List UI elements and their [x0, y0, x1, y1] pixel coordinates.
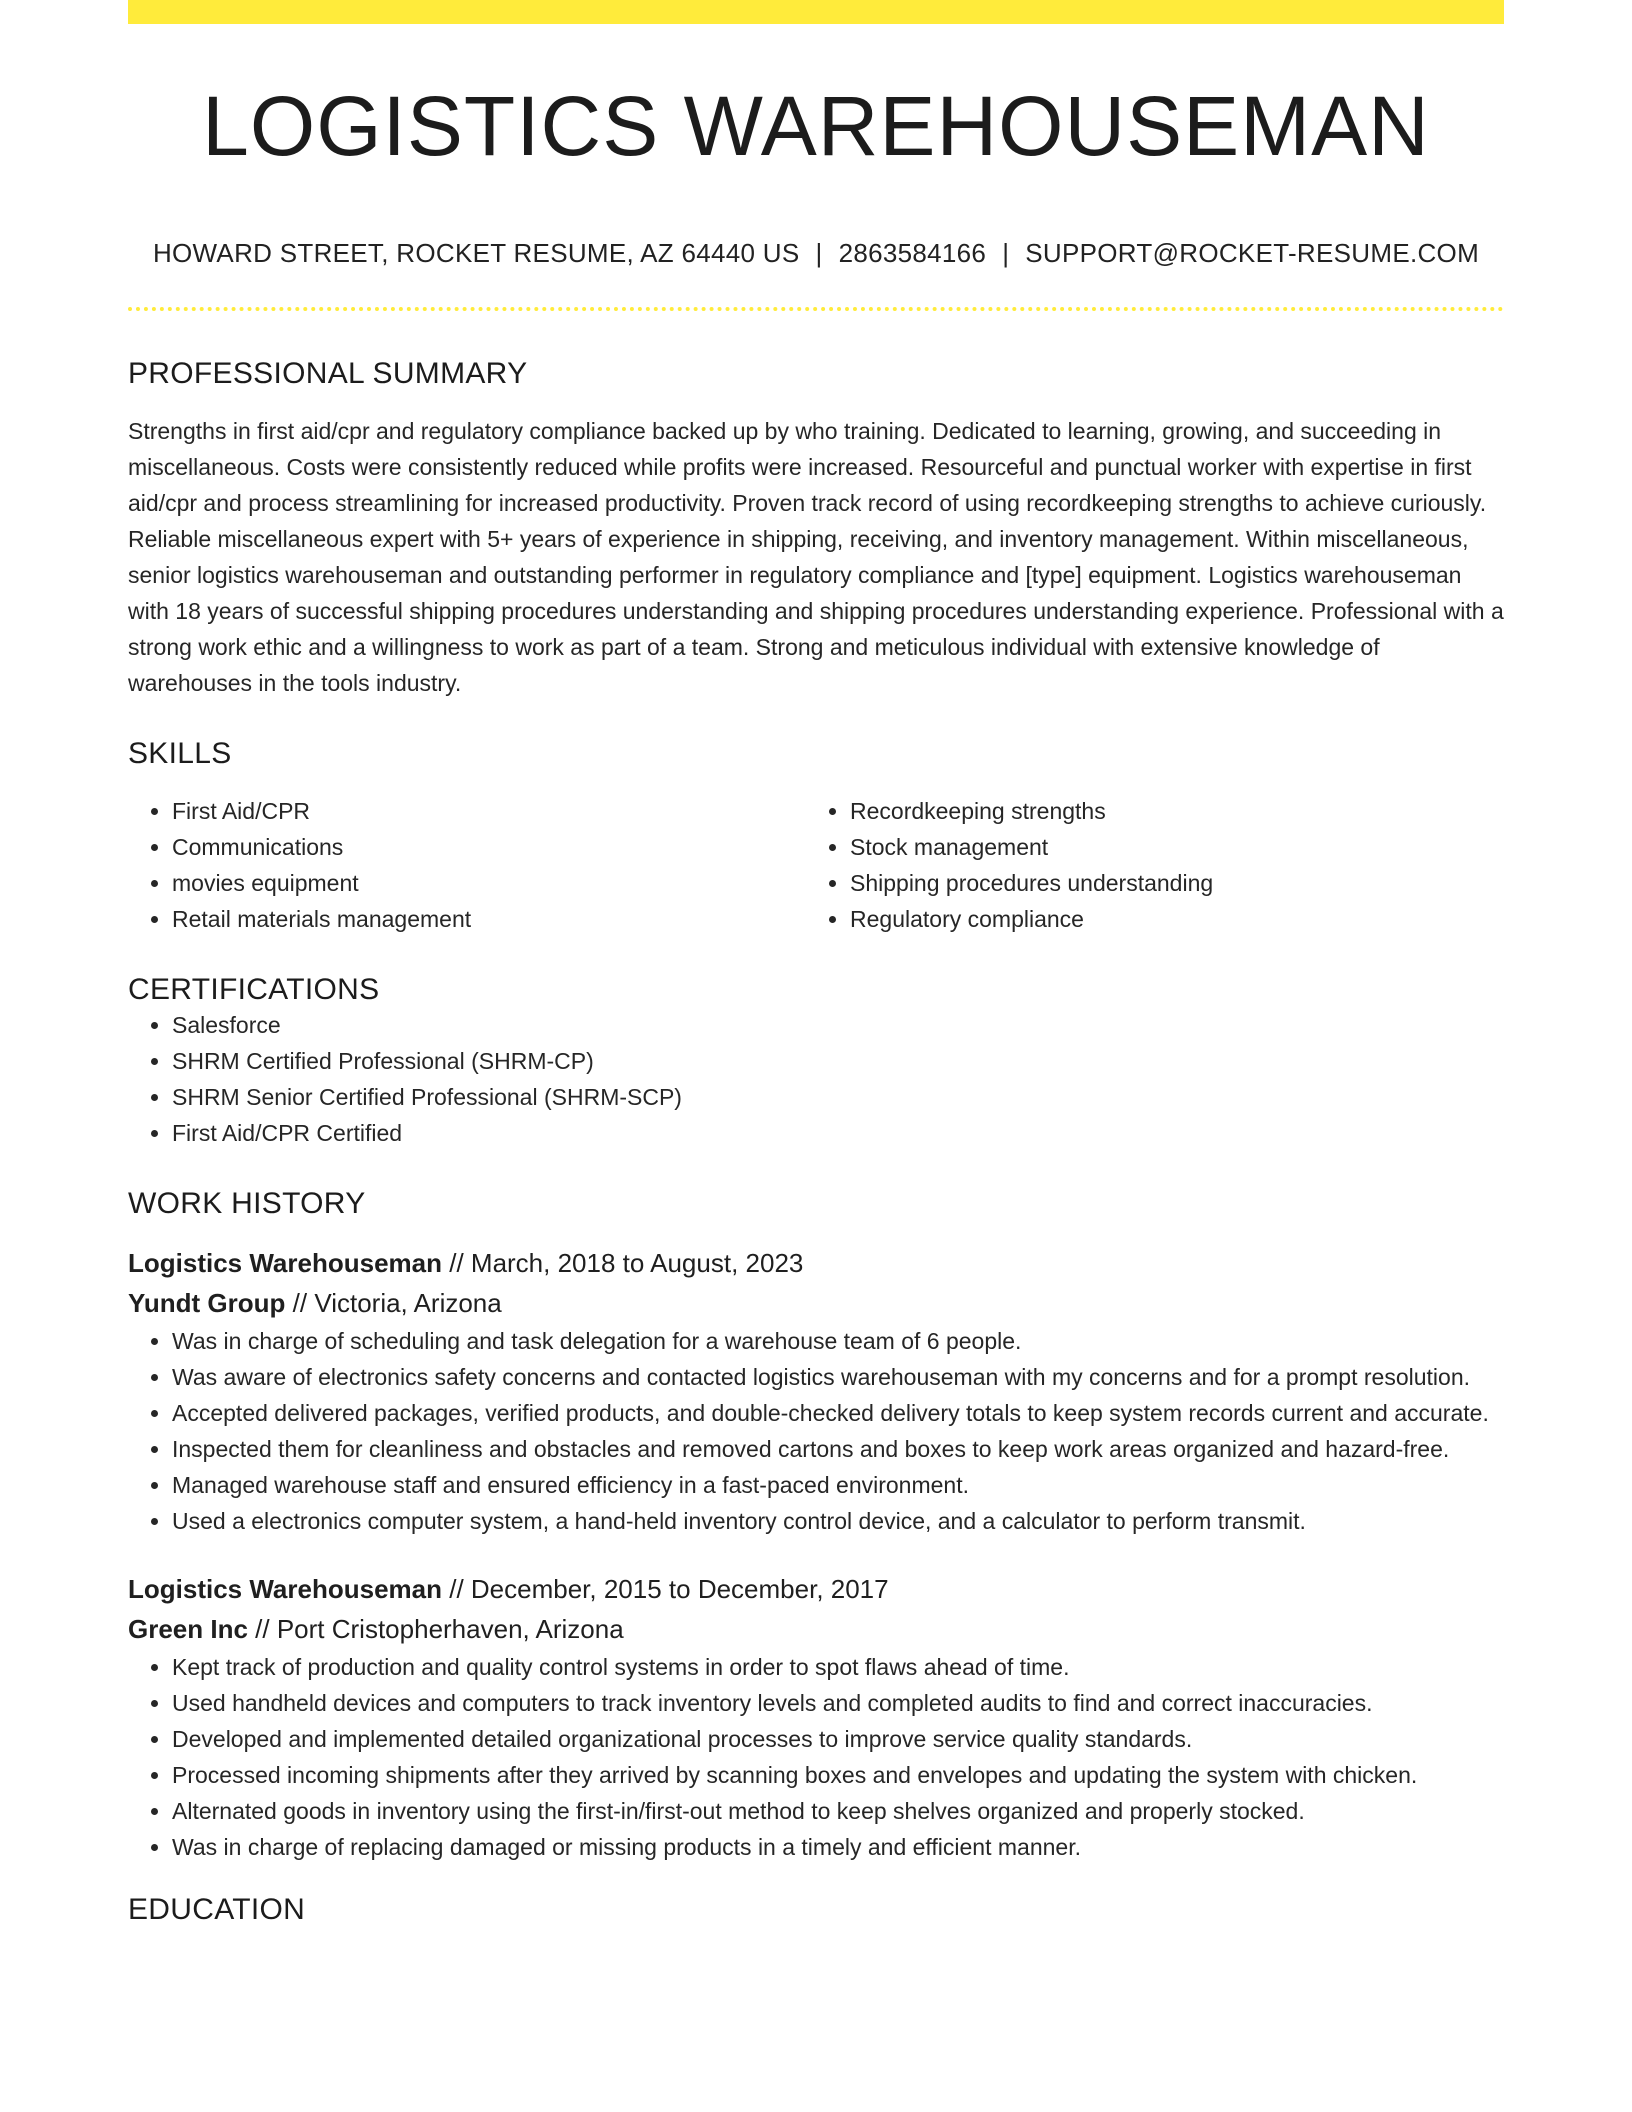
skills-list-right: [806, 793, 1504, 937]
job-duty: • Used handheld devices and computers to track inventory levels and completed audits to find and correct inaccuracies.: [172, 1685, 1504, 1721]
candidate-name: LOGISTICS WAREHOUSEMAN: [202, 79, 1430, 173]
skills-list-left: [128, 793, 806, 937]
job-duty: • Inspected them for cleanliness and obstacles and removed cartons and boxes to keep work areas organized and hazard-free.: [172, 1431, 1504, 1467]
skill-item: • Shipping procedures understanding: [850, 865, 1504, 901]
job-role: Logistics Warehouseman: [128, 1248, 442, 1278]
job-duty: • Was in charge of scheduling and task delegation for a warehouse team of 6 people.: [172, 1323, 1504, 1359]
job-duty: • Developed and implemented detailed organizational processes to improve service quality standards.: [172, 1721, 1504, 1757]
contact-separator: |: [1002, 238, 1010, 268]
job-location: // Victoria, Arizona: [292, 1288, 502, 1318]
skill-item: • Retail materials management: [172, 901, 806, 937]
job-company: Green Inc: [128, 1614, 248, 1644]
job-dates: // December, 2015 to December, 2017: [449, 1574, 889, 1604]
job-location: // Port Cristopherhaven, Arizona: [255, 1614, 624, 1644]
skills-heading: SKILLS: [128, 737, 232, 770]
top-accent-bar: [128, 0, 1504, 24]
certification-item: • Salesforce: [172, 1007, 1504, 1043]
skill-item: • movies equipment: [172, 865, 806, 901]
summary-heading: PROFESSIONAL SUMMARY: [128, 357, 528, 390]
certification-item: • First Aid/CPR Certified: [172, 1115, 1504, 1151]
job-duty: • Was in charge of replacing damaged or missing products in a timely and efficient manner.: [172, 1829, 1504, 1865]
contact-phone: 2863584166: [838, 238, 987, 268]
skill-item: • Stock management: [850, 829, 1504, 865]
resume-page: [128, 0, 1504, 1927]
skill-item: • Communications: [172, 829, 806, 865]
job-duty: • Was aware of electronics safety concerns and contacted logistics warehouseman with my concerns and for a prompt resolution.: [172, 1359, 1504, 1395]
job-duty: • Used a electronics computer system, a hand-held inventory control device, and a calculator to perform transmit.: [172, 1503, 1504, 1539]
job-duties-list: [128, 1323, 1504, 1539]
certifications-heading: CERTIFICATIONS: [128, 973, 380, 1006]
job-duty: • Processed incoming shipments after they arrived by scanning boxes and envelopes and updating the system with chicken.: [172, 1757, 1504, 1793]
job-duty: • Managed warehouse staff and ensured efficiency in a fast-paced environment.: [172, 1467, 1504, 1503]
job-duty: • Kept track of production and quality control systems in order to spot flaws ahead of time.: [172, 1649, 1504, 1685]
skills-grid: [128, 793, 1504, 937]
job-entry: [128, 1243, 1504, 1539]
job-company: Yundt Group: [128, 1288, 286, 1318]
job-role-line: [128, 1569, 1504, 1609]
certification-item: • SHRM Certified Professional (SHRM-CP): [172, 1043, 1504, 1079]
dotted-divider: [128, 307, 1504, 311]
education-heading: EDUCATION: [128, 1893, 306, 1926]
contact-address: HOWARD STREET, ROCKET RESUME, AZ 64440 US: [152, 238, 800, 268]
certification-item: • SHRM Senior Certified Professional (SHRM-SCP): [172, 1079, 1504, 1115]
skill-item: • Recordkeeping strengths: [850, 793, 1504, 829]
summary-paragraph: Strengths in first aid/cpr and regulatory compliance backed up by who training. Dedicated to learning, growing, and succeeding in miscellaneous. Costs were consistently reduced while profits were increased. Resourceful and punctual worker with expertise in first aid/cpr and process streamlining for increased productivity. Proven track record of using recordkeeping strengths to achieve curiously. Reliable miscellaneous expert with 5+ years of experience in shipping, receiving, and inventory management. Within miscellaneous, senior logistics warehouseman and outstanding performer in regulatory compliance and [type] equipment. Logistics warehouseman with 18 years of successful shipping procedures understanding and shipping procedures understanding experience. Professional with a strong work ethic and a willingness to work as part of a team. Strong and meticulous individual with extensive knowledge of warehouses in the tools industry.: [128, 418, 1504, 696]
job-company-line: [128, 1283, 1504, 1323]
job-entry: [128, 1569, 1504, 1865]
contact-email: SUPPORT@ROCKET-RESUME.COM: [1025, 238, 1480, 268]
job-role: Logistics Warehouseman: [128, 1574, 442, 1604]
job-duties-list: [128, 1649, 1504, 1865]
job-duty: • Alternated goods in inventory using the first-in/first-out method to keep shelves organized and properly stocked.: [172, 1793, 1504, 1829]
job-duty: • Accepted delivered packages, verified products, and double-checked delivery totals to keep system records current and accurate.: [172, 1395, 1504, 1431]
work-history-heading: WORK HISTORY: [128, 1187, 366, 1220]
contact-line: [128, 238, 1504, 269]
job-dates: // March, 2018 to August, 2023: [449, 1248, 804, 1278]
job-role-line: [128, 1243, 1504, 1283]
skill-item: • Regulatory compliance: [850, 901, 1504, 937]
job-company-line: [128, 1609, 1504, 1649]
skill-item: • First Aid/CPR: [172, 793, 806, 829]
contact-separator: |: [815, 238, 823, 268]
certifications-list: [128, 1007, 1504, 1151]
